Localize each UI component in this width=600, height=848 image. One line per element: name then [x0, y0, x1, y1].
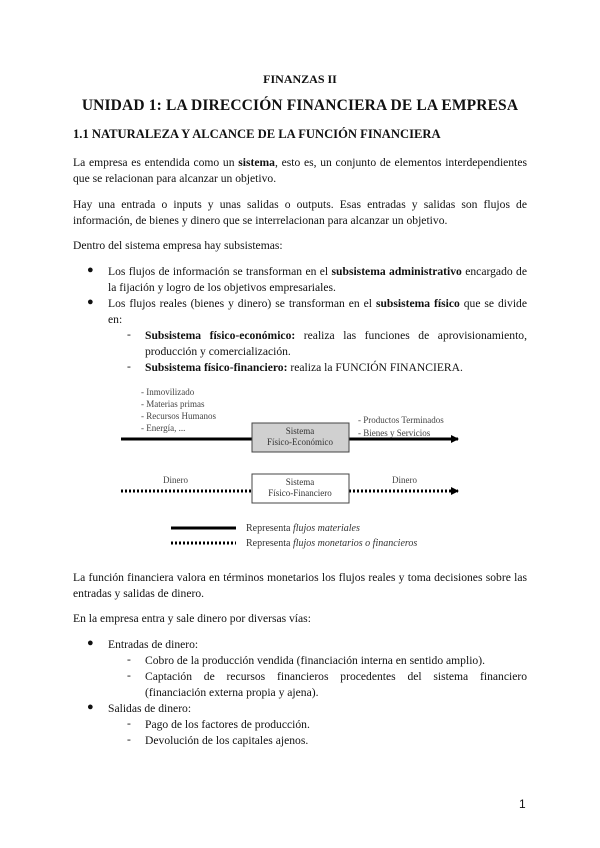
paragraph-funcion-financiera: La función financiera valora en términos monetarios los flujos reales y toma decisiones sobre las entradas y salidas de dinero. [73, 571, 527, 600]
dash-marker: - [127, 653, 131, 666]
money-out-label: Dinero [392, 475, 417, 485]
box2-subtitle: Físico-Financiero [268, 488, 332, 498]
sub-item-fisico-economico: Subsistema físico-económico: realiza las funciones de aprovisionamiento, producción y comercialización. [145, 329, 527, 358]
bullet-icon: ● [87, 701, 94, 713]
paragraph-sistema: La empresa es entendida como un sistema, esto es, un conjunto de elementos interdependientes que se relacionan para alcanzar un objetivo. [73, 156, 527, 185]
output-label: - Productos Terminados [358, 415, 444, 425]
sub-item-captacion: Captación de recursos financieros procedentes del sistema financiero (financiación externa propia y ajena). [145, 670, 527, 699]
flow-diagram [0, 378, 600, 553]
dash-marker: - [127, 669, 131, 682]
sub-item-devolucion: Devolución de los capitales ajenos. [145, 734, 309, 747]
box2-title: Sistema [285, 477, 315, 487]
bullet-icon: ● [87, 264, 94, 276]
paragraph-vias: En la empresa entra y sale dinero por diversas vías: [73, 612, 311, 625]
list-item-salidas: Salidas de dinero: [108, 702, 192, 715]
sub-item-fisico-financiero: Subsistema físico-financiero: realiza la FUNCIÓN FINANCIERA. [145, 361, 463, 374]
dash-marker: - [127, 328, 131, 341]
sub-item-pago: Pago de los factores de producción. [145, 718, 310, 731]
sub-item-cobro: Cobro de la producción vendida (financiación interna en sentido amplio). [145, 654, 485, 667]
dash-marker: - [127, 717, 131, 730]
input-label: - Inmovilizado [141, 387, 195, 397]
paragraph-inputs-outputs: Hay una entrada o inputs y unas salidas o outputs. Esas entradas y salidas son flujos de información, de bienes y dinero que se interrelacionan para alcanzar un objetivo. [73, 198, 527, 227]
input-label: - Materias primas [141, 399, 205, 409]
page-number: 1 [519, 797, 526, 811]
list-item-entradas: Entradas de dinero: [108, 638, 199, 651]
paragraph-subsistemas: Dentro del sistema empresa hay subsistemas: [73, 239, 283, 252]
list-item-fisico: Los flujos reales (bienes y dinero) se transforman en el subsistema físico que se divide en: [108, 297, 527, 326]
list-item-administrativo: Los flujos de información se transforman en el subsistema administrativo encargado de la fijación y logro de los objetivos empresariales. [108, 265, 527, 294]
document-header: FINANZAS II [263, 72, 337, 86]
bullet-icon: ● [87, 637, 94, 649]
bullet-icon: ● [87, 296, 94, 308]
legend-money-text: Representa flujos monetarios o financieros [246, 538, 418, 549]
section-title: 1.1 NATURALEZA Y ALCANCE DE LA FUNCIÓN FINANCIERA [73, 127, 441, 141]
dash-marker: - [127, 733, 131, 746]
input-label: - Recursos Humanos [141, 411, 216, 421]
dash-marker: - [127, 360, 131, 373]
legend-material-text: Representa flujos materiales [246, 523, 360, 534]
unit-title: UNIDAD 1: LA DIRECCIÓN FINANCIERA DE LA EMPRESA [81, 97, 519, 114]
box1-subtitle: Físico-Económico [267, 437, 333, 447]
money-in-label: Dinero [163, 475, 188, 485]
box1-title: Sistema [285, 426, 315, 436]
output-label: - Bienes y Servicios [358, 428, 431, 438]
input-label: - Energía, ... [141, 423, 186, 433]
